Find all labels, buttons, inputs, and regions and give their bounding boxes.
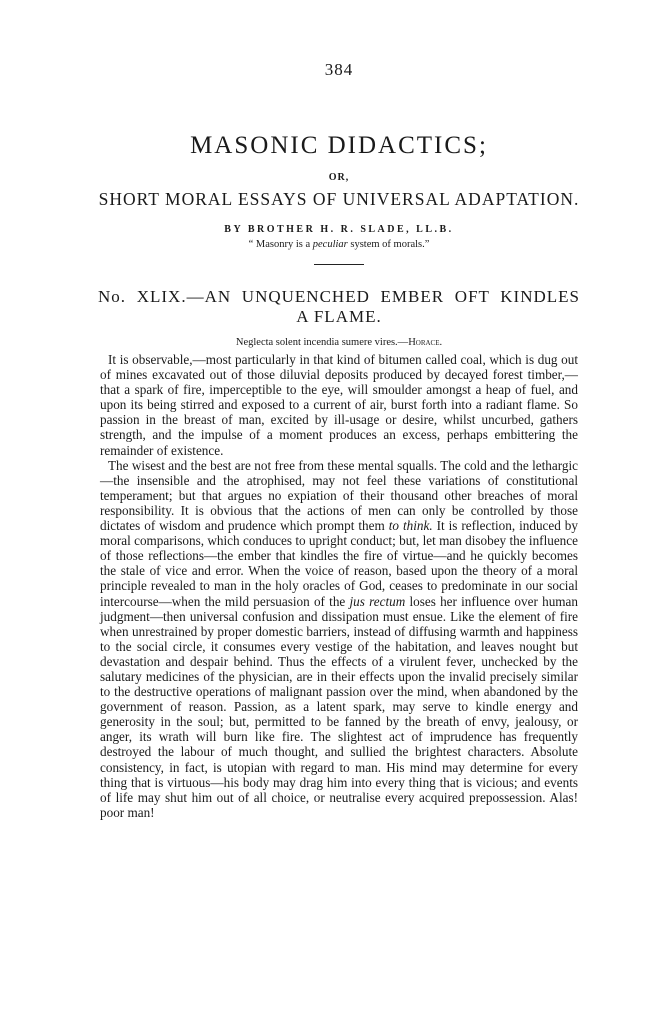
author-byline: BY BROTHER H. R. SLADE, LL.B. (224, 224, 454, 235)
epigraph (100, 337, 578, 348)
motto-pre: “ Masonry is a (248, 239, 313, 250)
page-number: 384 (324, 60, 354, 79)
essay-title (98, 287, 580, 327)
paragraph-2-part-b: It is reflection, induced by moral comparisons, which conduces to upright conduct; but, let man disobey the influence of those reflections—the ember that kindles the fire of virtue—and he quickly becomes the stale of vice and error. When the voice of reason, based upon the theory of a moral principle revealed to man in the holy oracles of God, ceases to predominate in our social intercourse—when the mild persuasion of the (100, 518, 578, 609)
epigraph-author: Horace. (408, 337, 443, 348)
article-subtitle: SHORT MORAL ESSAYS OF UNIVERSAL ADAPTATION. (98, 189, 580, 209)
divider-rule (314, 264, 364, 265)
article-title: MASONIC DIDACTICS; (190, 132, 488, 159)
essay-body (100, 352, 578, 820)
document-page (100, 60, 578, 820)
paragraph-2-italic-2: jus rectum (349, 593, 406, 609)
paragraph-2-italic-1: to think. (388, 518, 433, 534)
title-conjunction: OR, (328, 172, 350, 183)
essay-title-line-1: No. XLIX.—AN UNQUENCHED EMBER OFT KINDLES (98, 287, 580, 306)
paragraph-2-part-c: loses her influence over human judgment—then universal confusion and dissipation must ensue. Like the element of fire when unrestrained by proper domestic barriers, instead of diffusing warmth and happiness to the social circle, it consumes every vestige of the habitation, and leaves nought but devastation and despair behind. Thus the effects of a virulent fever, unchecked by the salutary medicines of the physician, are in their effects upon the invalid precisely similar to the destructive operations of malignant passion over the mind, when abandoned by the government of reason. Passion, as a latent spark, may serve to kindle energy and generosity in the soul; but, permitted to be fanned by the breath of envy, jealousy, or anger, its wrath will burn like fire. The slightest act of imprudence has frequently destroyed the labour of much thought, and sullied the brightest characters. Absolute consistency, in fact, is utopian with regard to man. His mind may determine for every thing that is virtuous—his body may drag him into every thing that is vicious; and events of life may shut him out of all choice, or neutralise every acquired prepossession. Alas! poor man! (100, 593, 578, 820)
motto-post: system of morals.” (347, 239, 430, 250)
motto-italic: peculiar (312, 239, 348, 250)
motto-quote (100, 239, 578, 250)
paragraph-1: It is observable,—most particularly in that kind of bitumen called coal, which is dug out of mines excavated out of those diluvial deposits produced by decayed forest timber,—that a spark of fire, imperceptible to the eye, will smoulder amongst a heap of fuel, and upon its being stirred and exposed to a current of air, burst forth into a radiant flame. So passion in the breast of man, excited by ill-usage or desire, whilst uncurbed, gathers strength, and the impulse of a moment produces an excess, perhaps embittering the remainder of existence. (100, 352, 578, 458)
essay-title-line-2: A FLAME. (296, 307, 382, 326)
epigraph-text: Neglecta solent incendia sumere vires.— (235, 337, 409, 348)
paragraph-2 (100, 458, 578, 820)
paragraph-2-part-a: The wisest and the best are not free from these mental squalls. The cold and the lethargic—the insensible and the atrophised, may not feel these variations of constitutional temperament; but that argues no expiation of their thousand other breaches of moral responsibility. It is obvious that the actions of men can only be controlled by those dictates of wisdom and prudence which prompt them (100, 457, 578, 534)
